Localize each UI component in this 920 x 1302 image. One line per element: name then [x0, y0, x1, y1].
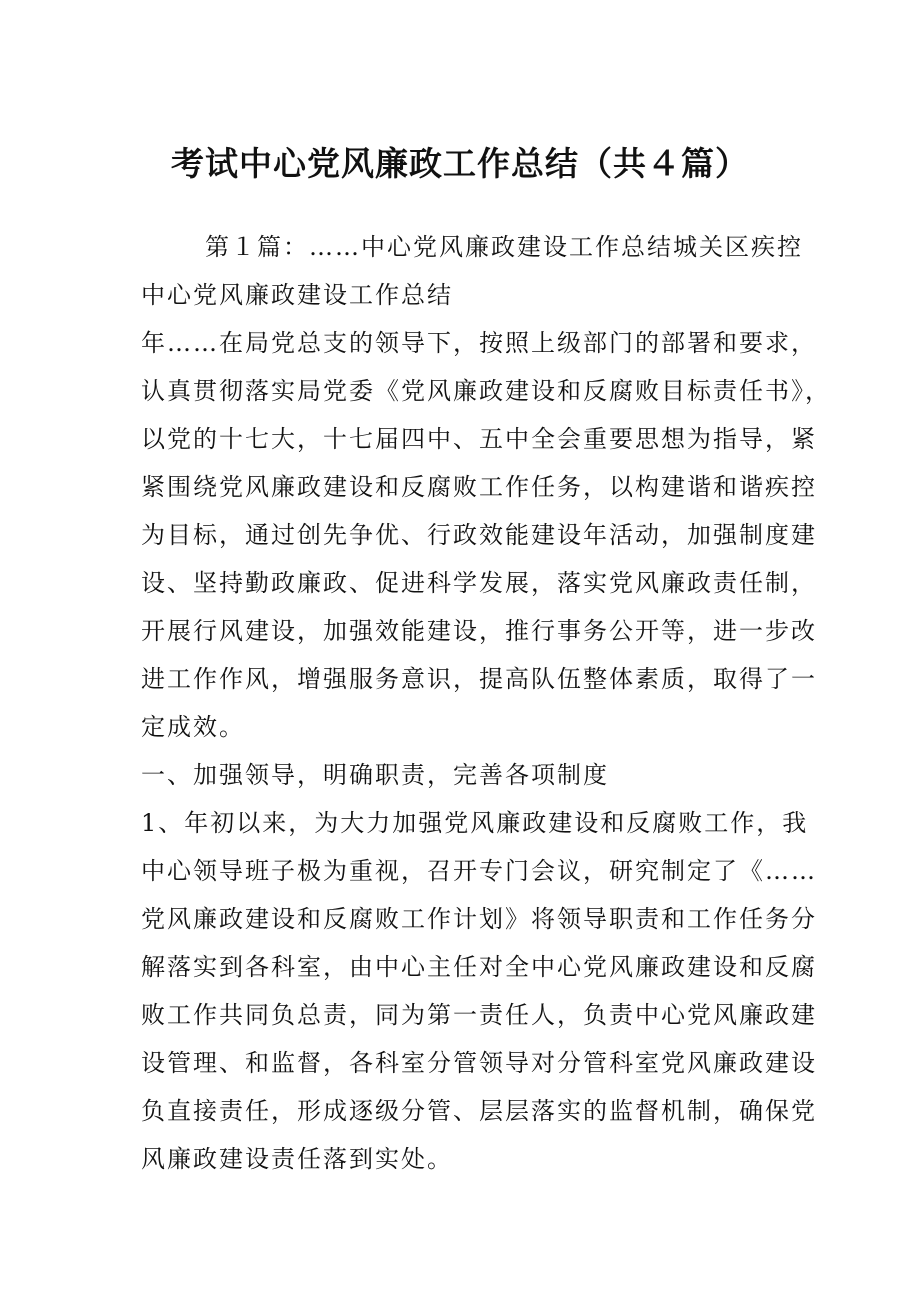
paragraph-line: 设管理、和监督，各科室分管领导对分管科室党风廉政建设 [141, 1049, 817, 1077]
document-title: 考试中心党风廉政工作总结（共４篇） [171, 144, 749, 183]
paragraph-line: 设、坚持勤政廉政、促进科学发展，落实党风廉政责任制， [141, 569, 817, 597]
paragraph-line: 第１篇：……中心党风廉政建设工作总结城关区疾控 [205, 233, 803, 261]
paragraph-line: 以党的十七大，十七届四中、五中全会重要思想为指导，紧 [141, 425, 817, 453]
paragraph-line: 认真贯彻落实局党委《党风廉政建设和反腐败目标责任书》， [141, 377, 831, 405]
paragraph-line: 负直接责任，形成逐级分管、层层落实的监督机制，确保党 [141, 1097, 817, 1125]
paragraph-line: 中心领导班子极为重视，召开专门会议，研究制定了《…… [141, 857, 817, 885]
paragraph-line: 年……在局党总支的领导下，按照上级部门的部署和要求， [141, 329, 817, 357]
section-heading: 一、加强领导，明确职责，完善各项制度 [141, 761, 609, 789]
paragraph-line: 为目标，通过创先争优、行政效能建设年活动，加强制度建 [141, 521, 817, 549]
paragraph-line: 1、年初以来，为大力加强党风廉政建设和反腐败工作，我 [141, 809, 809, 837]
paragraph-line: 败工作共同负总责，同为第一责任人，负责中心党风廉政建 [141, 1001, 817, 1029]
paragraph-line: 紧围绕党风廉政建设和反腐败工作任务，以构建谐和谐疾控 [141, 473, 817, 501]
paragraph-line: 进工作作风，增强服务意识，提高队伍整体素质，取得了一 [141, 665, 817, 693]
paragraph-line: 解落实到各科室，由中心主任对全中心党风廉政建设和反腐 [141, 953, 817, 981]
paragraph-line: 风廉政建设责任落到实处。 [141, 1145, 453, 1173]
paragraph-line: 定成效。 [141, 713, 245, 741]
paragraph-line: 开展行风建设，加强效能建设，推行事务公开等，进一步改 [141, 617, 817, 645]
paragraph-line: 党风廉政建设和反腐败工作计划》将领导职责和工作任务分 [141, 905, 817, 933]
paragraph-line: 中心党风廉政建设工作总结 [141, 281, 453, 309]
